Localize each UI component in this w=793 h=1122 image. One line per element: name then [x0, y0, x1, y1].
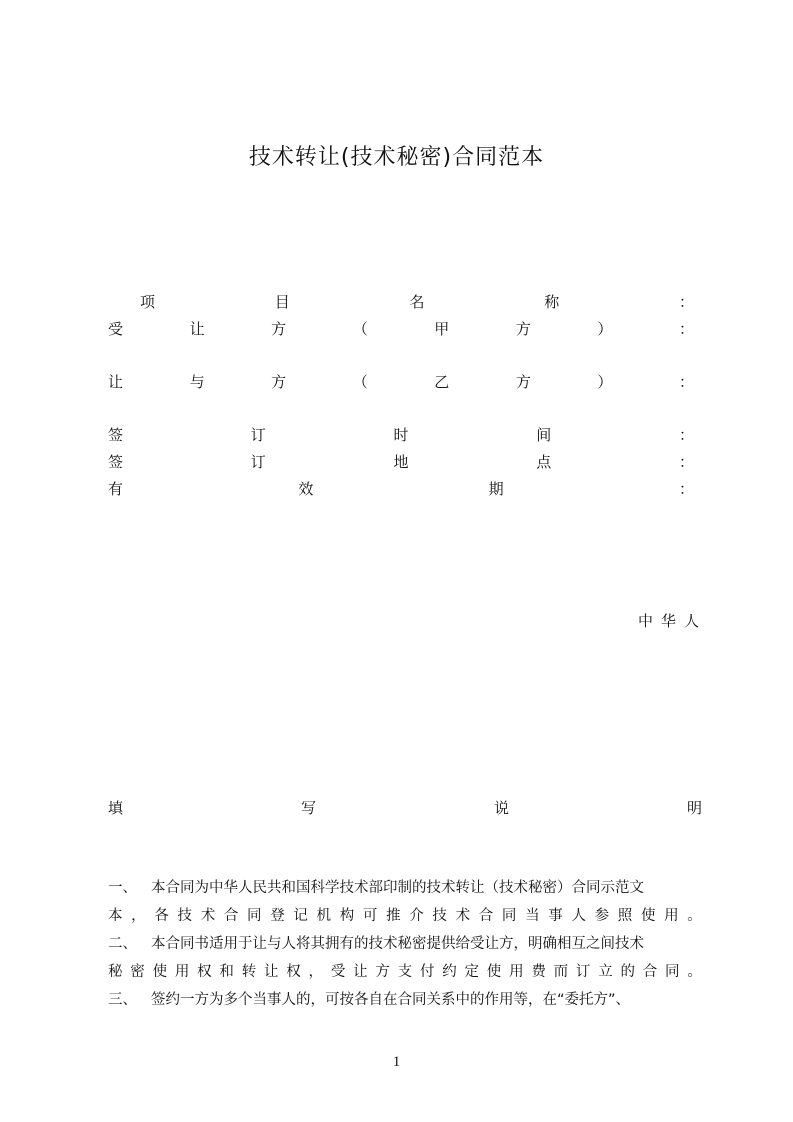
- text-char: 密: [130, 964, 145, 980]
- field-char: 受: [108, 320, 124, 338]
- text-char: 和: [219, 964, 234, 980]
- text-char: ，: [308, 964, 324, 980]
- text-char: 让: [353, 964, 368, 980]
- field-char: 效: [298, 480, 314, 498]
- text-char: 而: [553, 964, 569, 980]
- field-char: ：: [678, 426, 694, 444]
- instruction-item-1: [108, 874, 702, 930]
- heading-char: 明: [686, 799, 702, 817]
- document-title: 技术转让(技术秘密)合同范本: [248, 145, 545, 170]
- text-char: 技: [432, 908, 447, 924]
- field-char: ）: [597, 373, 613, 391]
- text-char: 费: [531, 964, 546, 980]
- item-text: 本合同为中华人民共和国科学技术部印制的技术转让（技术秘密）合同示范文: [151, 880, 644, 896]
- heading-char: 写: [300, 799, 316, 817]
- text-char: 。: [687, 908, 702, 924]
- text-char: 人: [571, 908, 586, 924]
- heading-char: 填: [108, 799, 124, 817]
- field-char: ）: [597, 320, 613, 338]
- field-transferee: [108, 319, 694, 339]
- field-char: 项: [140, 293, 156, 311]
- fill-instructions-heading: [108, 797, 702, 818]
- text-char: 术: [200, 908, 216, 924]
- text-char: 让: [263, 964, 279, 980]
- text-char: 受: [330, 964, 346, 980]
- field-char: ：: [678, 320, 694, 338]
- text-char: 事: [548, 908, 563, 924]
- item-number: 三、: [108, 992, 137, 1008]
- field-char: ：: [678, 480, 694, 498]
- field-char: ：: [678, 373, 694, 391]
- text-char: 支: [397, 964, 413, 980]
- text-char: 使: [152, 964, 168, 980]
- item-text-cont: [108, 958, 702, 986]
- text-char: ，: [131, 908, 146, 924]
- text-char: 参: [594, 908, 610, 924]
- field-char: 订: [250, 453, 266, 471]
- field-char: 目: [274, 293, 290, 311]
- text-char: 秘: [108, 964, 123, 980]
- text-char: 合: [642, 964, 658, 980]
- text-char: 用: [664, 908, 679, 924]
- text-char: 记: [293, 908, 308, 924]
- text-char: 术: [455, 908, 471, 924]
- item-number: 二、: [108, 936, 137, 952]
- field-char: ：: [678, 293, 694, 311]
- text-char: 登: [270, 908, 285, 924]
- text-char: 可: [362, 908, 378, 924]
- field-signing-place: [108, 452, 694, 472]
- text-char: 约: [442, 964, 457, 980]
- field-char: （: [352, 320, 368, 338]
- text-char: 使: [640, 908, 656, 924]
- heading-char: 说: [493, 799, 509, 817]
- text-char: 同: [501, 908, 517, 924]
- instruction-item-3: [108, 986, 702, 1014]
- text-char: 推: [386, 908, 401, 924]
- text-char: 当: [525, 908, 540, 924]
- text-char: 各: [154, 908, 169, 924]
- text-char: 权: [197, 964, 212, 980]
- field-char: 甲: [434, 320, 450, 338]
- field-char: 地: [393, 453, 409, 471]
- item-text: 签约一方为多个当事人的，可按各自在合同关系中的作用等，在“委托方”、: [151, 992, 631, 1008]
- text-char: 方: [375, 964, 390, 980]
- field-char: 签: [108, 453, 124, 471]
- field-char: ：: [678, 453, 694, 471]
- text-char: 照: [617, 908, 633, 924]
- field-char: 订: [250, 426, 266, 444]
- field-char: 有: [108, 480, 124, 498]
- field-char: 称: [544, 293, 560, 311]
- text-char: 同: [247, 908, 262, 924]
- field-char: 签: [108, 426, 124, 444]
- field-char: 时: [393, 426, 409, 444]
- text-char: 权: [286, 964, 301, 980]
- text-char: 。: [687, 964, 702, 980]
- text-char: 付: [419, 964, 435, 980]
- field-char: 让: [189, 320, 205, 338]
- text-char: 构: [339, 908, 355, 924]
- text-char: 用: [509, 964, 524, 980]
- text-char: 本: [108, 908, 123, 924]
- field-signing-time: [108, 425, 694, 445]
- text-char: 用: [174, 964, 190, 980]
- field-char: 名: [409, 293, 425, 311]
- field-transferor: [108, 372, 694, 392]
- field-char: 与: [189, 373, 205, 391]
- field-char: 点: [536, 453, 552, 471]
- item-text-cont: [108, 902, 702, 930]
- issuer-text: 中华人: [637, 612, 707, 630]
- text-char: 同: [665, 964, 680, 980]
- field-char: 期: [488, 480, 504, 498]
- field-project-name: [140, 292, 694, 312]
- text-char: 介: [409, 908, 424, 924]
- text-char: 转: [241, 964, 257, 980]
- field-char: 方: [515, 373, 531, 391]
- field-validity-period: [108, 479, 694, 499]
- text-char: 使: [486, 964, 502, 980]
- text-char: 立: [598, 964, 613, 980]
- text-char: 机: [316, 908, 332, 924]
- text-char: 定: [464, 964, 479, 980]
- field-char: 方: [271, 320, 287, 338]
- field-char: 乙: [434, 373, 450, 391]
- text-char: 订: [575, 964, 591, 980]
- field-char: 方: [515, 320, 531, 338]
- page-number: 1: [392, 1054, 401, 1070]
- field-char: 间: [536, 426, 552, 444]
- text-char: 的: [620, 964, 635, 980]
- text-char: 技: [177, 908, 193, 924]
- field-char: （: [352, 373, 368, 391]
- text-char: 合: [223, 908, 239, 924]
- field-char: 让: [108, 373, 124, 391]
- instruction-item-2: [108, 930, 702, 986]
- field-char: 方: [271, 373, 287, 391]
- text-char: 合: [478, 908, 494, 924]
- item-number: 一、: [108, 880, 137, 896]
- item-text: 本合同书适用于让与人将其拥有的技术秘密提供给受让方，明确相互之间技术: [151, 936, 644, 952]
